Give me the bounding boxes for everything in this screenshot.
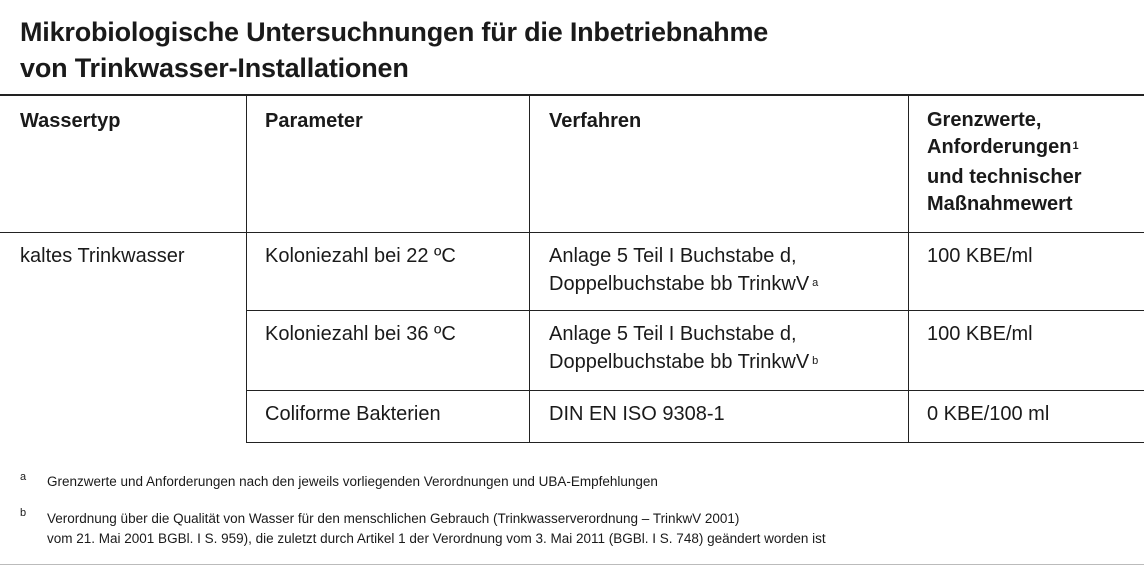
table-top-rule <box>0 94 1144 96</box>
row-3-grenzwert: 0 KBE/100 ml <box>927 403 1050 425</box>
header-grenzwerte-line-1: Grenzwerte, <box>927 109 1042 131</box>
footnote-b-text: Verordnung über die Qualität von Wasser für den menschlichen Gebrauch (Trinkwasserverordnung – TrinkwV 2001) vom 21. Mai 2001 BGBl. I S. 959), die zuletzt durch Artikel 1 der Verordnung vom 3. Mai 2011 (BGBl. I S. 748) geändert worden ist <box>47 511 826 546</box>
footnote-ref-1: 1 <box>1072 140 1079 152</box>
row-2-parameter: Koloniezahl bei 36 ºC <box>265 323 456 345</box>
row-1-grenzwert: 100 KBE/ml <box>927 245 1033 267</box>
title-line-2: von Trinkwasser-Installationen <box>20 53 409 83</box>
row-1-verfahren: Anlage 5 Teil I Buchstabe d, Doppelbuchstabe bb TrinkwV $^a$ <box>549 245 819 295</box>
table-bottom-rule <box>246 442 1144 443</box>
header-bottom-rule <box>0 232 1144 233</box>
column-divider-3 <box>908 95 909 443</box>
column-divider-1 <box>246 95 247 443</box>
row-1-parameter: Koloniezahl bei 22 ºC <box>265 245 456 267</box>
row-2-bottom-rule <box>246 390 1144 391</box>
row-2-verfahren: Anlage 5 Teil I Buchstabe d, Doppelbuchstabe bb TrinkwV $^b$ <box>549 323 819 373</box>
cell-wassertyp: kaltes Trinkwasser <box>20 245 185 267</box>
header-grenzwerte <box>927 107 1081 218</box>
header-grenzwerte-line-2: Anforderungen$^1$ <box>927 136 1079 158</box>
header-wassertyp: Wassertyp <box>20 110 121 132</box>
header-parameter: Parameter <box>265 110 363 132</box>
footnote-a-mark: a <box>20 471 27 483</box>
footnote-ref-b: b <box>812 355 819 367</box>
title-line-1: Mikrobiologische Untersuchnungen für die Inbetriebnahme <box>20 17 769 47</box>
row-3-verfahren: DIN EN ISO 9308-1 <box>549 403 725 425</box>
column-divider-2 <box>529 95 530 443</box>
footnote-ref-a: a <box>812 277 819 289</box>
footnote-a-text: Grenzwerte und Anforderungen nach den jeweils vorliegenden Verordnungen und UBA-Empfehlungen <box>47 474 658 489</box>
header-verfahren: Verfahren <box>549 110 642 132</box>
page-bottom-rule <box>0 564 1144 565</box>
header-grenzwerte-line-3: und technischer <box>927 166 1082 188</box>
row-3-parameter: Coliforme Bakterien <box>265 403 441 425</box>
document-title <box>20 14 768 86</box>
header-grenzwerte-line-4: Maßnahmewert <box>927 193 1073 215</box>
footnote-b-mark: b <box>20 507 27 519</box>
row-2-grenzwert: 100 KBE/ml <box>927 323 1033 345</box>
row-1-bottom-rule <box>246 310 1144 311</box>
